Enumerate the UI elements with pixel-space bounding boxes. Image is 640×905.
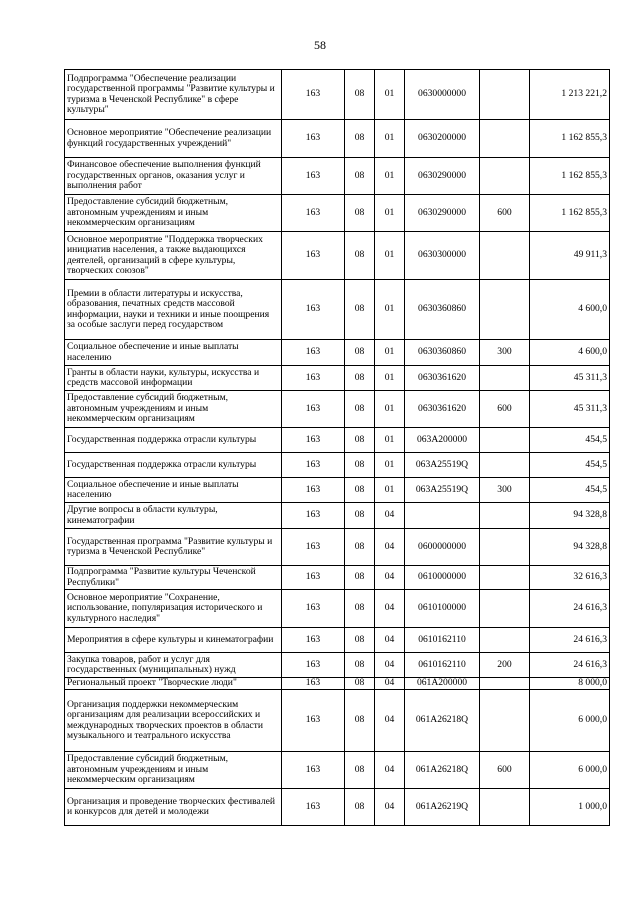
row-name: Подпрограмма "Обеспечение реализации государственной программы "Развитие культуры и туризма в Чеченской Республике" в сфере культуры" xyxy=(65,70,282,120)
row-vr xyxy=(480,453,530,478)
row-name: Финансовое обеспечение выполнения функций государственных органов, оказания услуг и выполнения работ xyxy=(65,158,282,195)
row-pr: 04 xyxy=(375,678,405,690)
row-sum: 24 616,3 xyxy=(530,653,610,678)
row-csr: 0630361620 xyxy=(405,391,480,428)
row-ved: 163 xyxy=(282,529,345,566)
row-vr xyxy=(480,70,530,120)
row-pr: 01 xyxy=(375,340,405,366)
row-csr: 0600000000 xyxy=(405,529,480,566)
row-vr xyxy=(480,158,530,195)
row-ved: 163 xyxy=(282,453,345,478)
row-rz: 08 xyxy=(345,653,375,678)
budget-table xyxy=(64,69,610,826)
table-row xyxy=(65,158,610,195)
row-pr: 04 xyxy=(375,690,405,752)
row-csr: 0630290000 xyxy=(405,158,480,195)
row-pr: 04 xyxy=(375,789,405,826)
row-sum: 8 000,0 xyxy=(530,678,610,690)
row-ved: 163 xyxy=(282,120,345,158)
row-vr: 600 xyxy=(480,391,530,428)
row-pr: 04 xyxy=(375,628,405,653)
row-name: Премии в области литературы и искусства, образования, печатных средств массовой информации, науки и техники и иные поощрения за особые заслуги перед государством xyxy=(65,280,282,340)
row-name: Предоставление субсидий бюджетным, автономным учреждениям и иным некоммерческим организациям xyxy=(65,195,282,232)
row-vr xyxy=(480,690,530,752)
row-rz: 08 xyxy=(345,366,375,391)
table-row xyxy=(65,366,610,391)
row-ved: 163 xyxy=(282,70,345,120)
row-sum: 1 162 855,3 xyxy=(530,195,610,232)
table-row xyxy=(65,70,610,120)
row-vr xyxy=(480,678,530,690)
row-ved: 163 xyxy=(282,478,345,503)
row-ved: 163 xyxy=(282,628,345,653)
row-ved: 163 xyxy=(282,678,345,690)
row-sum: 1 213 221,2 xyxy=(530,70,610,120)
row-ved: 163 xyxy=(282,158,345,195)
row-ved: 163 xyxy=(282,653,345,678)
row-pr: 04 xyxy=(375,503,405,529)
row-rz: 08 xyxy=(345,428,375,453)
row-pr: 04 xyxy=(375,529,405,566)
row-rz: 08 xyxy=(345,503,375,529)
row-csr xyxy=(405,503,480,529)
row-rz: 08 xyxy=(345,566,375,590)
row-vr: 200 xyxy=(480,653,530,678)
row-csr: 0630361620 xyxy=(405,366,480,391)
row-vr xyxy=(480,628,530,653)
row-pr: 01 xyxy=(375,478,405,503)
row-rz: 08 xyxy=(345,752,375,789)
row-vr xyxy=(480,566,530,590)
table-row xyxy=(65,752,610,789)
row-csr: 0610000000 xyxy=(405,566,480,590)
row-csr: 0630360860 xyxy=(405,340,480,366)
row-rz: 08 xyxy=(345,590,375,628)
row-rz: 08 xyxy=(345,678,375,690)
row-ved: 163 xyxy=(282,590,345,628)
row-pr: 01 xyxy=(375,158,405,195)
row-pr: 01 xyxy=(375,120,405,158)
row-pr: 01 xyxy=(375,428,405,453)
row-sum: 454,5 xyxy=(530,453,610,478)
row-vr: 600 xyxy=(480,752,530,789)
row-sum: 6 000,0 xyxy=(530,690,610,752)
table-row xyxy=(65,453,610,478)
row-name: Основное мероприятие "Поддержка творческих инициатив населения, а также выдающихся деятелей, организаций в сфере культуры, творческих союзов" xyxy=(65,232,282,280)
row-ved: 163 xyxy=(282,503,345,529)
row-name: Закупка товаров, работ и услуг для государственных (муниципальных) нужд xyxy=(65,653,282,678)
row-ved: 163 xyxy=(282,752,345,789)
row-csr: 063A25519Q xyxy=(405,453,480,478)
row-name: Мероприятия в сфере культуры и кинематографии xyxy=(65,628,282,653)
table-row xyxy=(65,628,610,653)
row-ved: 163 xyxy=(282,566,345,590)
row-vr xyxy=(480,232,530,280)
row-csr: 0630200000 xyxy=(405,120,480,158)
table-row xyxy=(65,789,610,826)
table-row xyxy=(65,391,610,428)
row-pr: 01 xyxy=(375,232,405,280)
row-name: Основное мероприятие "Обеспечение реализации функций государственных учреждений" xyxy=(65,120,282,158)
row-name: Региональный проект "Творческие люди" xyxy=(65,678,282,690)
row-sum: 94 328,8 xyxy=(530,529,610,566)
row-rz: 08 xyxy=(345,391,375,428)
row-csr: 063A200000 xyxy=(405,428,480,453)
row-name: Основное мероприятие "Сохранение, использование, популяризация исторического и культурного наследия" xyxy=(65,590,282,628)
row-rz: 08 xyxy=(345,690,375,752)
row-csr: 061A26218Q xyxy=(405,752,480,789)
table-row xyxy=(65,195,610,232)
row-sum: 45 311,3 xyxy=(530,391,610,428)
row-vr xyxy=(480,280,530,340)
row-name: Другие вопросы в области культуры, кинематографии xyxy=(65,503,282,529)
row-name: Государственная поддержка отрасли культуры xyxy=(65,453,282,478)
row-sum: 1 162 855,3 xyxy=(530,158,610,195)
row-vr xyxy=(480,503,530,529)
row-csr: 0610162110 xyxy=(405,653,480,678)
row-vr xyxy=(480,590,530,628)
row-csr: 061A26218Q xyxy=(405,690,480,752)
row-name: Организация и проведение творческих фестивалей и конкурсов для детей и молодежи xyxy=(65,789,282,826)
row-sum: 24 616,3 xyxy=(530,628,610,653)
row-vr xyxy=(480,789,530,826)
row-sum: 4 600,0 xyxy=(530,340,610,366)
row-pr: 04 xyxy=(375,566,405,590)
table-row xyxy=(65,678,610,690)
table-row xyxy=(65,653,610,678)
row-rz: 08 xyxy=(345,232,375,280)
row-vr: 300 xyxy=(480,340,530,366)
row-ved: 163 xyxy=(282,428,345,453)
row-pr: 01 xyxy=(375,70,405,120)
row-name: Социальное обеспечение и иные выплаты населению xyxy=(65,478,282,503)
row-pr: 04 xyxy=(375,752,405,789)
row-ved: 163 xyxy=(282,280,345,340)
table-row xyxy=(65,428,610,453)
row-name: Предоставление субсидий бюджетным, автономным учреждениям и иным некоммерческим организациям xyxy=(65,752,282,789)
row-ved: 163 xyxy=(282,340,345,366)
row-pr: 01 xyxy=(375,453,405,478)
row-sum: 45 311,3 xyxy=(530,366,610,391)
row-vr xyxy=(480,428,530,453)
row-vr: 300 xyxy=(480,478,530,503)
row-sum: 94 328,8 xyxy=(530,503,610,529)
row-rz: 08 xyxy=(345,70,375,120)
row-pr: 01 xyxy=(375,195,405,232)
table-row xyxy=(65,690,610,752)
row-pr: 01 xyxy=(375,280,405,340)
row-name: Организация поддержки некоммерческим организациям для реализации всероссийских и международных творческих проектов в области музыкального и театрального искусства xyxy=(65,690,282,752)
row-csr: 0630300000 xyxy=(405,232,480,280)
row-vr xyxy=(480,120,530,158)
row-rz: 08 xyxy=(345,628,375,653)
row-rz: 08 xyxy=(345,280,375,340)
row-rz: 08 xyxy=(345,478,375,503)
row-vr xyxy=(480,529,530,566)
row-csr: 0610100000 xyxy=(405,590,480,628)
row-csr: 0630290000 xyxy=(405,195,480,232)
row-sum: 32 616,3 xyxy=(530,566,610,590)
row-rz: 08 xyxy=(345,195,375,232)
row-pr: 01 xyxy=(375,366,405,391)
row-csr: 063A25519Q xyxy=(405,478,480,503)
row-pr: 04 xyxy=(375,653,405,678)
row-sum: 1 162 855,3 xyxy=(530,120,610,158)
row-sum: 454,5 xyxy=(530,478,610,503)
row-rz: 08 xyxy=(345,340,375,366)
table-row xyxy=(65,566,610,590)
row-csr: 061A200000 xyxy=(405,678,480,690)
row-name: Предоставление субсидий бюджетным, автономным учреждениям и иным некоммерческим организациям xyxy=(65,391,282,428)
row-rz: 08 xyxy=(345,453,375,478)
table-row xyxy=(65,478,610,503)
table-row xyxy=(65,590,610,628)
row-name: Социальное обеспечение и иные выплаты населению xyxy=(65,340,282,366)
table-row xyxy=(65,340,610,366)
row-sum: 454,5 xyxy=(530,428,610,453)
table-row xyxy=(65,503,610,529)
row-ved: 163 xyxy=(282,195,345,232)
row-ved: 163 xyxy=(282,232,345,280)
row-ved: 163 xyxy=(282,366,345,391)
row-name: Государственная программа "Развитие культуры и туризма в Чеченской Республике" xyxy=(65,529,282,566)
row-sum: 4 600,0 xyxy=(530,280,610,340)
row-ved: 163 xyxy=(282,690,345,752)
row-sum: 49 911,3 xyxy=(530,232,610,280)
row-name: Гранты в области науки, культуры, искусства и средств массовой информации xyxy=(65,366,282,391)
row-vr xyxy=(480,366,530,391)
row-rz: 08 xyxy=(345,529,375,566)
row-ved: 163 xyxy=(282,391,345,428)
table-row xyxy=(65,280,610,340)
row-csr: 0610162110 xyxy=(405,628,480,653)
row-rz: 08 xyxy=(345,789,375,826)
row-sum: 6 000,0 xyxy=(530,752,610,789)
row-rz: 08 xyxy=(345,158,375,195)
page-number: 58 xyxy=(314,38,326,52)
row-name: Государственная поддержка отрасли культуры xyxy=(65,428,282,453)
row-sum: 1 000,0 xyxy=(530,789,610,826)
row-csr: 0630000000 xyxy=(405,70,480,120)
row-ved: 163 xyxy=(282,789,345,826)
table-row xyxy=(65,232,610,280)
row-name: Подпрограмма "Развитие культуры Чеченской Республики" xyxy=(65,566,282,590)
row-rz: 08 xyxy=(345,120,375,158)
row-csr: 0630360860 xyxy=(405,280,480,340)
table-row xyxy=(65,120,610,158)
row-pr: 04 xyxy=(375,590,405,628)
row-vr: 600 xyxy=(480,195,530,232)
row-csr: 061A26219Q xyxy=(405,789,480,826)
table-row xyxy=(65,529,610,566)
row-sum: 24 616,3 xyxy=(530,590,610,628)
row-pr: 01 xyxy=(375,391,405,428)
